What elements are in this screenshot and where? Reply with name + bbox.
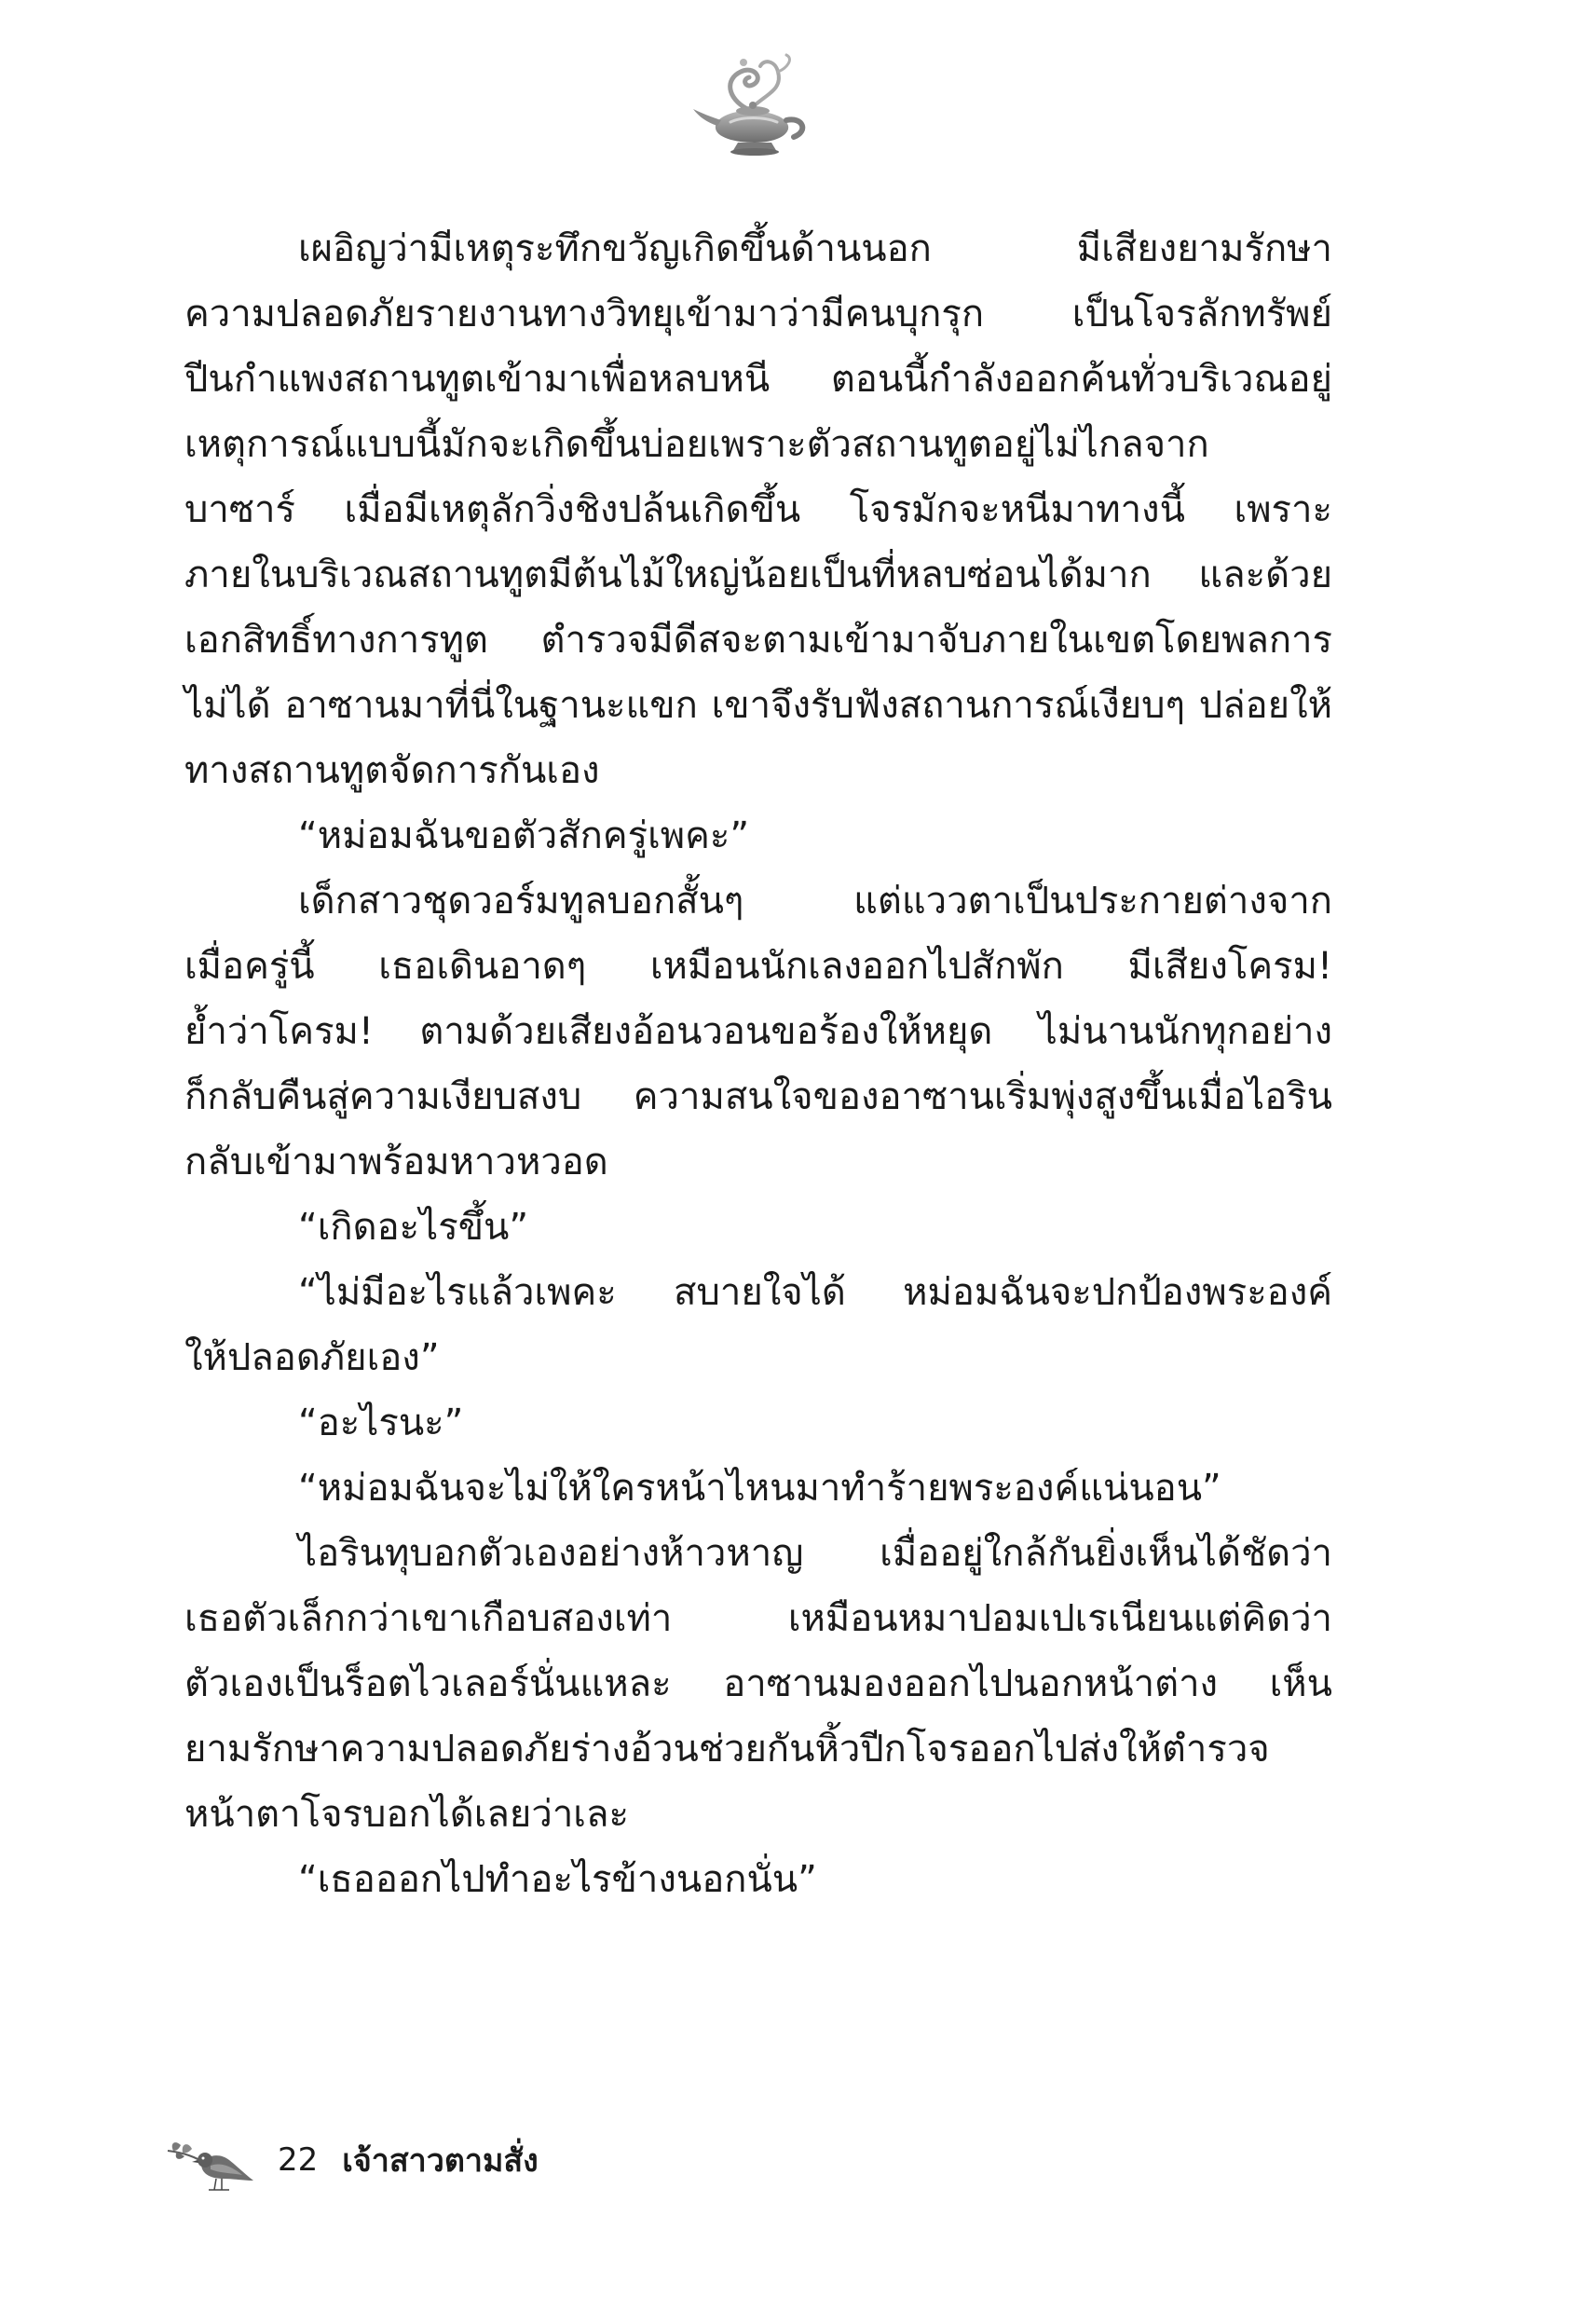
paragraph bbox=[184, 1847, 1332, 1912]
text-line: หน้าตาโจรบอกได้เลยว่าเละ bbox=[184, 1793, 629, 1836]
paragraph bbox=[184, 1390, 1332, 1456]
paragraph bbox=[184, 868, 1332, 1195]
text-line: “หม่อมฉันจะไม่ให้ใครหน้าไหนมาทำร้ายพระองค์แน่นอน” bbox=[298, 1467, 1221, 1510]
text-line: บาซาร์ เมื่อมีเหตุลักวิ่งชิงปล้นเกิดขึ้น โจรมักจะหนีมาทางนี้ เพราะ bbox=[184, 488, 1332, 531]
bird-on-branch-icon bbox=[164, 2123, 257, 2197]
text-line: ความปลอดภัยรายงานทางวิทยุเข้ามาว่ามีคนบุกรุก เป็นโจรลักทรัพย์ bbox=[184, 293, 1332, 335]
paragraph bbox=[184, 803, 1332, 868]
text-line: เอกสิทธิ์ทางการทูต ตำรวจมีดีสจะตามเข้ามาจับภายในเขตโดยพลการ bbox=[184, 619, 1332, 662]
text-line: เด็กสาวชุดวอร์มทูลบอกสั้นๆ แต่แววตาเป็นประกายต่างจาก bbox=[298, 880, 1332, 923]
text-line: ไอรินทุบอกตัวเองอย่างห้าวหาญ เมื่ออยู่ใกล้กันยิ่งเห็นได้ชัดว่า bbox=[298, 1532, 1332, 1575]
text-line: เหตุการณ์แบบนี้มักจะเกิดขึ้นบ่อยเพราะตัวสถานทูตอยู่ไม่ไกลจาก bbox=[184, 423, 1209, 466]
paragraph bbox=[184, 1260, 1332, 1390]
page-number: 22 bbox=[278, 2141, 319, 2179]
text-line: “ไม่มีอะไรแล้วเพคะ สบายใจได้ หม่อมฉันจะปกป้องพระองค์ bbox=[298, 1271, 1332, 1314]
page-footer bbox=[164, 2123, 539, 2197]
text-line: ปีนกำแพงสถานทูตเข้ามาเพื่อหลบหนี ตอนนี้กำลังออกค้นทั่วบริเวณอยู่ bbox=[184, 358, 1332, 401]
text-line: “หม่อมฉันขอตัวสักครู่เพคะ” bbox=[298, 814, 750, 857]
book-title: เจ้าสาวตามสั่ง bbox=[342, 2142, 539, 2180]
genie-lamp-icon bbox=[689, 51, 820, 163]
text-line: เผอิญว่ามีเหตุระทึกขวัญเกิดขึ้นด้านนอก มีเสียงยามรักษา bbox=[298, 227, 1332, 270]
paragraph bbox=[184, 216, 1332, 803]
text-line: เมื่อครู่นี้ เธอเดินอาดๆ เหมือนนักเลงออกไปสักพัก มีเสียงโครม! bbox=[184, 945, 1332, 988]
chapter-text bbox=[184, 216, 1332, 1912]
text-line: ย้ำว่าโครม! ตามด้วยเสียงอ้อนวอนขอร้องให้หยุด ไม่นานนักทุกอย่าง bbox=[184, 1010, 1332, 1053]
text-line: “เกิดอะไรขึ้น” bbox=[298, 1206, 529, 1249]
text-line: “อะไรนะ” bbox=[298, 1402, 464, 1444]
text-line: ทางสถานทูตจัดการกันเอง bbox=[184, 749, 600, 792]
text-line: ยามรักษาความปลอดภัยร่างอ้วนช่วยกันหิ้วปีกโจรออกไปส่งให้ตำรวจ bbox=[184, 1728, 1270, 1771]
text-line: ให้ปลอดภัยเอง” bbox=[184, 1336, 440, 1379]
text-line: “เธอออกไปทำอะไรข้างนอกนั่น” bbox=[298, 1858, 817, 1901]
text-line: กลับเข้ามาพร้อมหาวหวอด bbox=[184, 1141, 608, 1183]
text-line: ภายในบริเวณสถานทูตมีต้นไม้ใหญ่น้อยเป็นที่หลบซ่อนได้มาก และด้วย bbox=[184, 554, 1332, 596]
text-line: ตัวเองเป็นร็อตไวเลอร์นั่นแหละ อาซานมองออกไปนอกหน้าต่าง เห็น bbox=[184, 1662, 1332, 1705]
text-line: ไม่ได้ อาซานมาที่นี่ในฐานะแขก เขาจึงรับฟังสถานการณ์เงียบๆ ปล่อยให้ bbox=[184, 684, 1332, 727]
paragraph bbox=[184, 1195, 1332, 1260]
text-line: ก็กลับคืนสู่ความเงียบสงบ ความสนใจของอาซานเริ่มพุ่งสูงขึ้นเมื่อไอริน bbox=[184, 1075, 1332, 1118]
text-line: เธอตัวเล็กกว่าเขาเกือบสองเท่า เหมือนหมาปอมเปเรเนียนแต่คิดว่า bbox=[184, 1597, 1332, 1640]
paragraph bbox=[184, 1521, 1332, 1847]
paragraph bbox=[184, 1456, 1332, 1521]
